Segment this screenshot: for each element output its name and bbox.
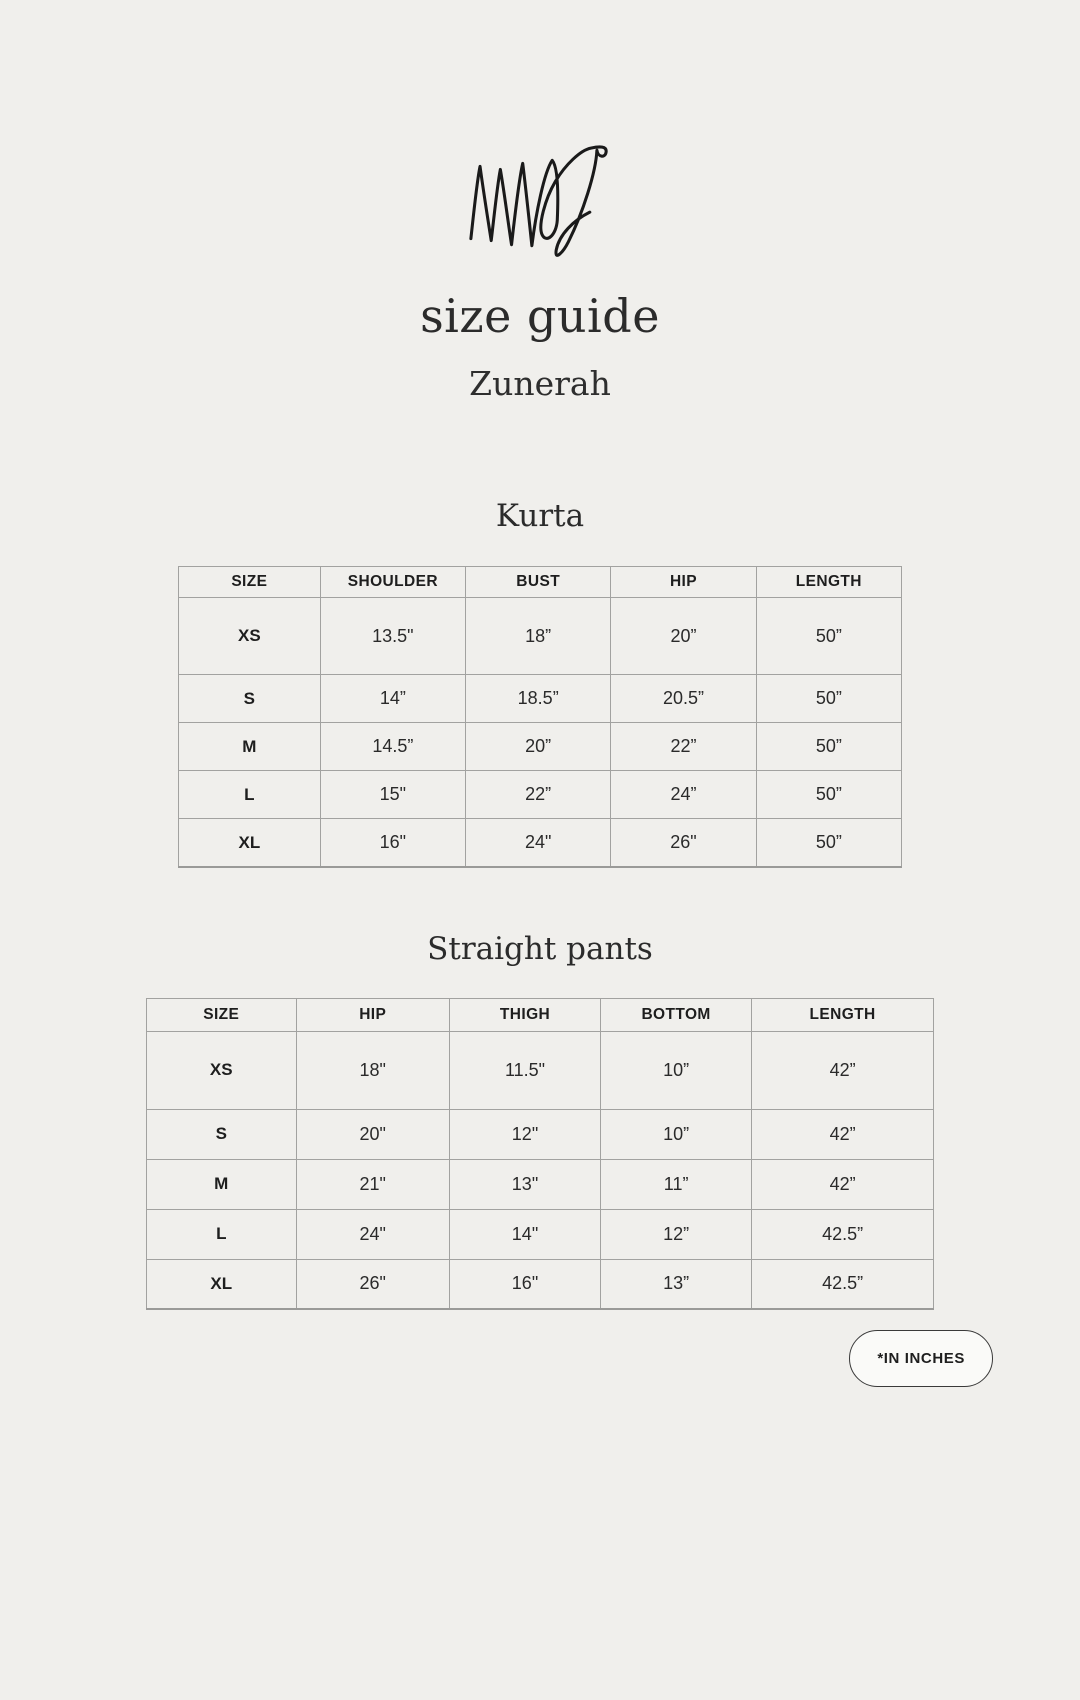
measurement-cell: 13” — [601, 1259, 752, 1309]
measurement-cell: 16" — [320, 819, 465, 867]
measurement-cell: 21" — [296, 1159, 449, 1209]
straight-pants-size-table — [146, 998, 934, 1311]
measurement-cell: 26" — [611, 819, 756, 867]
measurement-cell: 14" — [449, 1209, 600, 1259]
column-header: HIP — [611, 567, 756, 598]
column-header: LENGTH — [752, 998, 934, 1031]
measurement-cell: 12” — [601, 1209, 752, 1259]
measurement-cell: 50” — [756, 598, 901, 675]
in-inches-badge: *IN INCHES — [849, 1330, 993, 1387]
size-cell: L — [179, 771, 321, 819]
measurement-cell: 12" — [449, 1109, 600, 1159]
kurta-section-title: Kurta — [495, 497, 585, 534]
size-cell: XS — [147, 1031, 297, 1109]
page-subtitle: Zunerah — [469, 363, 611, 403]
column-header: BOTTOM — [601, 998, 752, 1031]
column-header: BUST — [466, 567, 611, 598]
measurement-cell: 50” — [756, 819, 901, 867]
measurement-cell: 24” — [611, 771, 756, 819]
table-row — [147, 1159, 934, 1209]
measurement-cell: 10” — [601, 1031, 752, 1109]
table-header-row — [147, 998, 934, 1031]
measurement-cell: 24" — [466, 819, 611, 867]
measurement-cell: 20.5” — [611, 675, 756, 723]
table-header-row — [179, 567, 902, 598]
size-cell: S — [147, 1109, 297, 1159]
measurement-cell: 14” — [320, 675, 465, 723]
measurement-cell: 22” — [611, 723, 756, 771]
measurement-cell: 42.5” — [752, 1259, 934, 1309]
measurement-cell: 24" — [296, 1209, 449, 1259]
footnote-row — [87, 1330, 993, 1387]
column-header: SIZE — [179, 567, 321, 598]
measurement-cell: 13.5" — [320, 598, 465, 675]
measurement-cell: 20" — [296, 1109, 449, 1159]
table-row — [179, 819, 902, 867]
size-cell: M — [179, 723, 321, 771]
measurement-cell: 20” — [466, 723, 611, 771]
table-row — [179, 598, 902, 675]
size-cell: XL — [179, 819, 321, 867]
measurement-cell: 18.5” — [466, 675, 611, 723]
measurement-cell: 50” — [756, 723, 901, 771]
measurement-cell: 50” — [756, 771, 901, 819]
measurement-cell: 42” — [752, 1109, 934, 1159]
measurement-cell: 42.5” — [752, 1209, 934, 1259]
measurement-cell: 50” — [756, 675, 901, 723]
table-row — [147, 1109, 934, 1159]
measurement-cell: 10” — [601, 1109, 752, 1159]
column-header: LENGTH — [756, 567, 901, 598]
column-header: SHOULDER — [320, 567, 465, 598]
size-cell: XS — [179, 598, 321, 675]
table-row — [179, 771, 902, 819]
kurta-size-table — [178, 566, 902, 868]
table-row — [179, 723, 902, 771]
table-row — [147, 1031, 934, 1109]
size-cell: L — [147, 1209, 297, 1259]
measurement-cell: 42” — [752, 1031, 934, 1109]
column-header: THIGH — [449, 998, 600, 1031]
table-row — [147, 1209, 934, 1259]
measurement-cell: 18” — [466, 598, 611, 675]
table-row — [179, 675, 902, 723]
measurement-cell: 11” — [601, 1159, 752, 1209]
measurement-cell: 42” — [752, 1159, 934, 1209]
pants-section-title: Straight pants — [427, 930, 653, 967]
measurement-cell: 26" — [296, 1259, 449, 1309]
measurement-cell: 11.5" — [449, 1031, 600, 1109]
mw-script-monogram-icon — [465, 140, 615, 264]
size-cell: M — [147, 1159, 297, 1209]
measurement-cell: 16" — [449, 1259, 600, 1309]
measurement-cell: 20” — [611, 598, 756, 675]
size-cell: XL — [147, 1259, 297, 1309]
measurement-cell: 22” — [466, 771, 611, 819]
column-header: HIP — [296, 998, 449, 1031]
size-cell: S — [179, 675, 321, 723]
measurement-cell: 13" — [449, 1159, 600, 1209]
table-row — [147, 1259, 934, 1309]
column-header: SIZE — [147, 998, 297, 1031]
page-title: size guide — [420, 289, 660, 343]
measurement-cell: 14.5” — [320, 723, 465, 771]
measurement-cell: 15" — [320, 771, 465, 819]
brand-logo — [465, 140, 615, 264]
measurement-cell: 18" — [296, 1031, 449, 1109]
